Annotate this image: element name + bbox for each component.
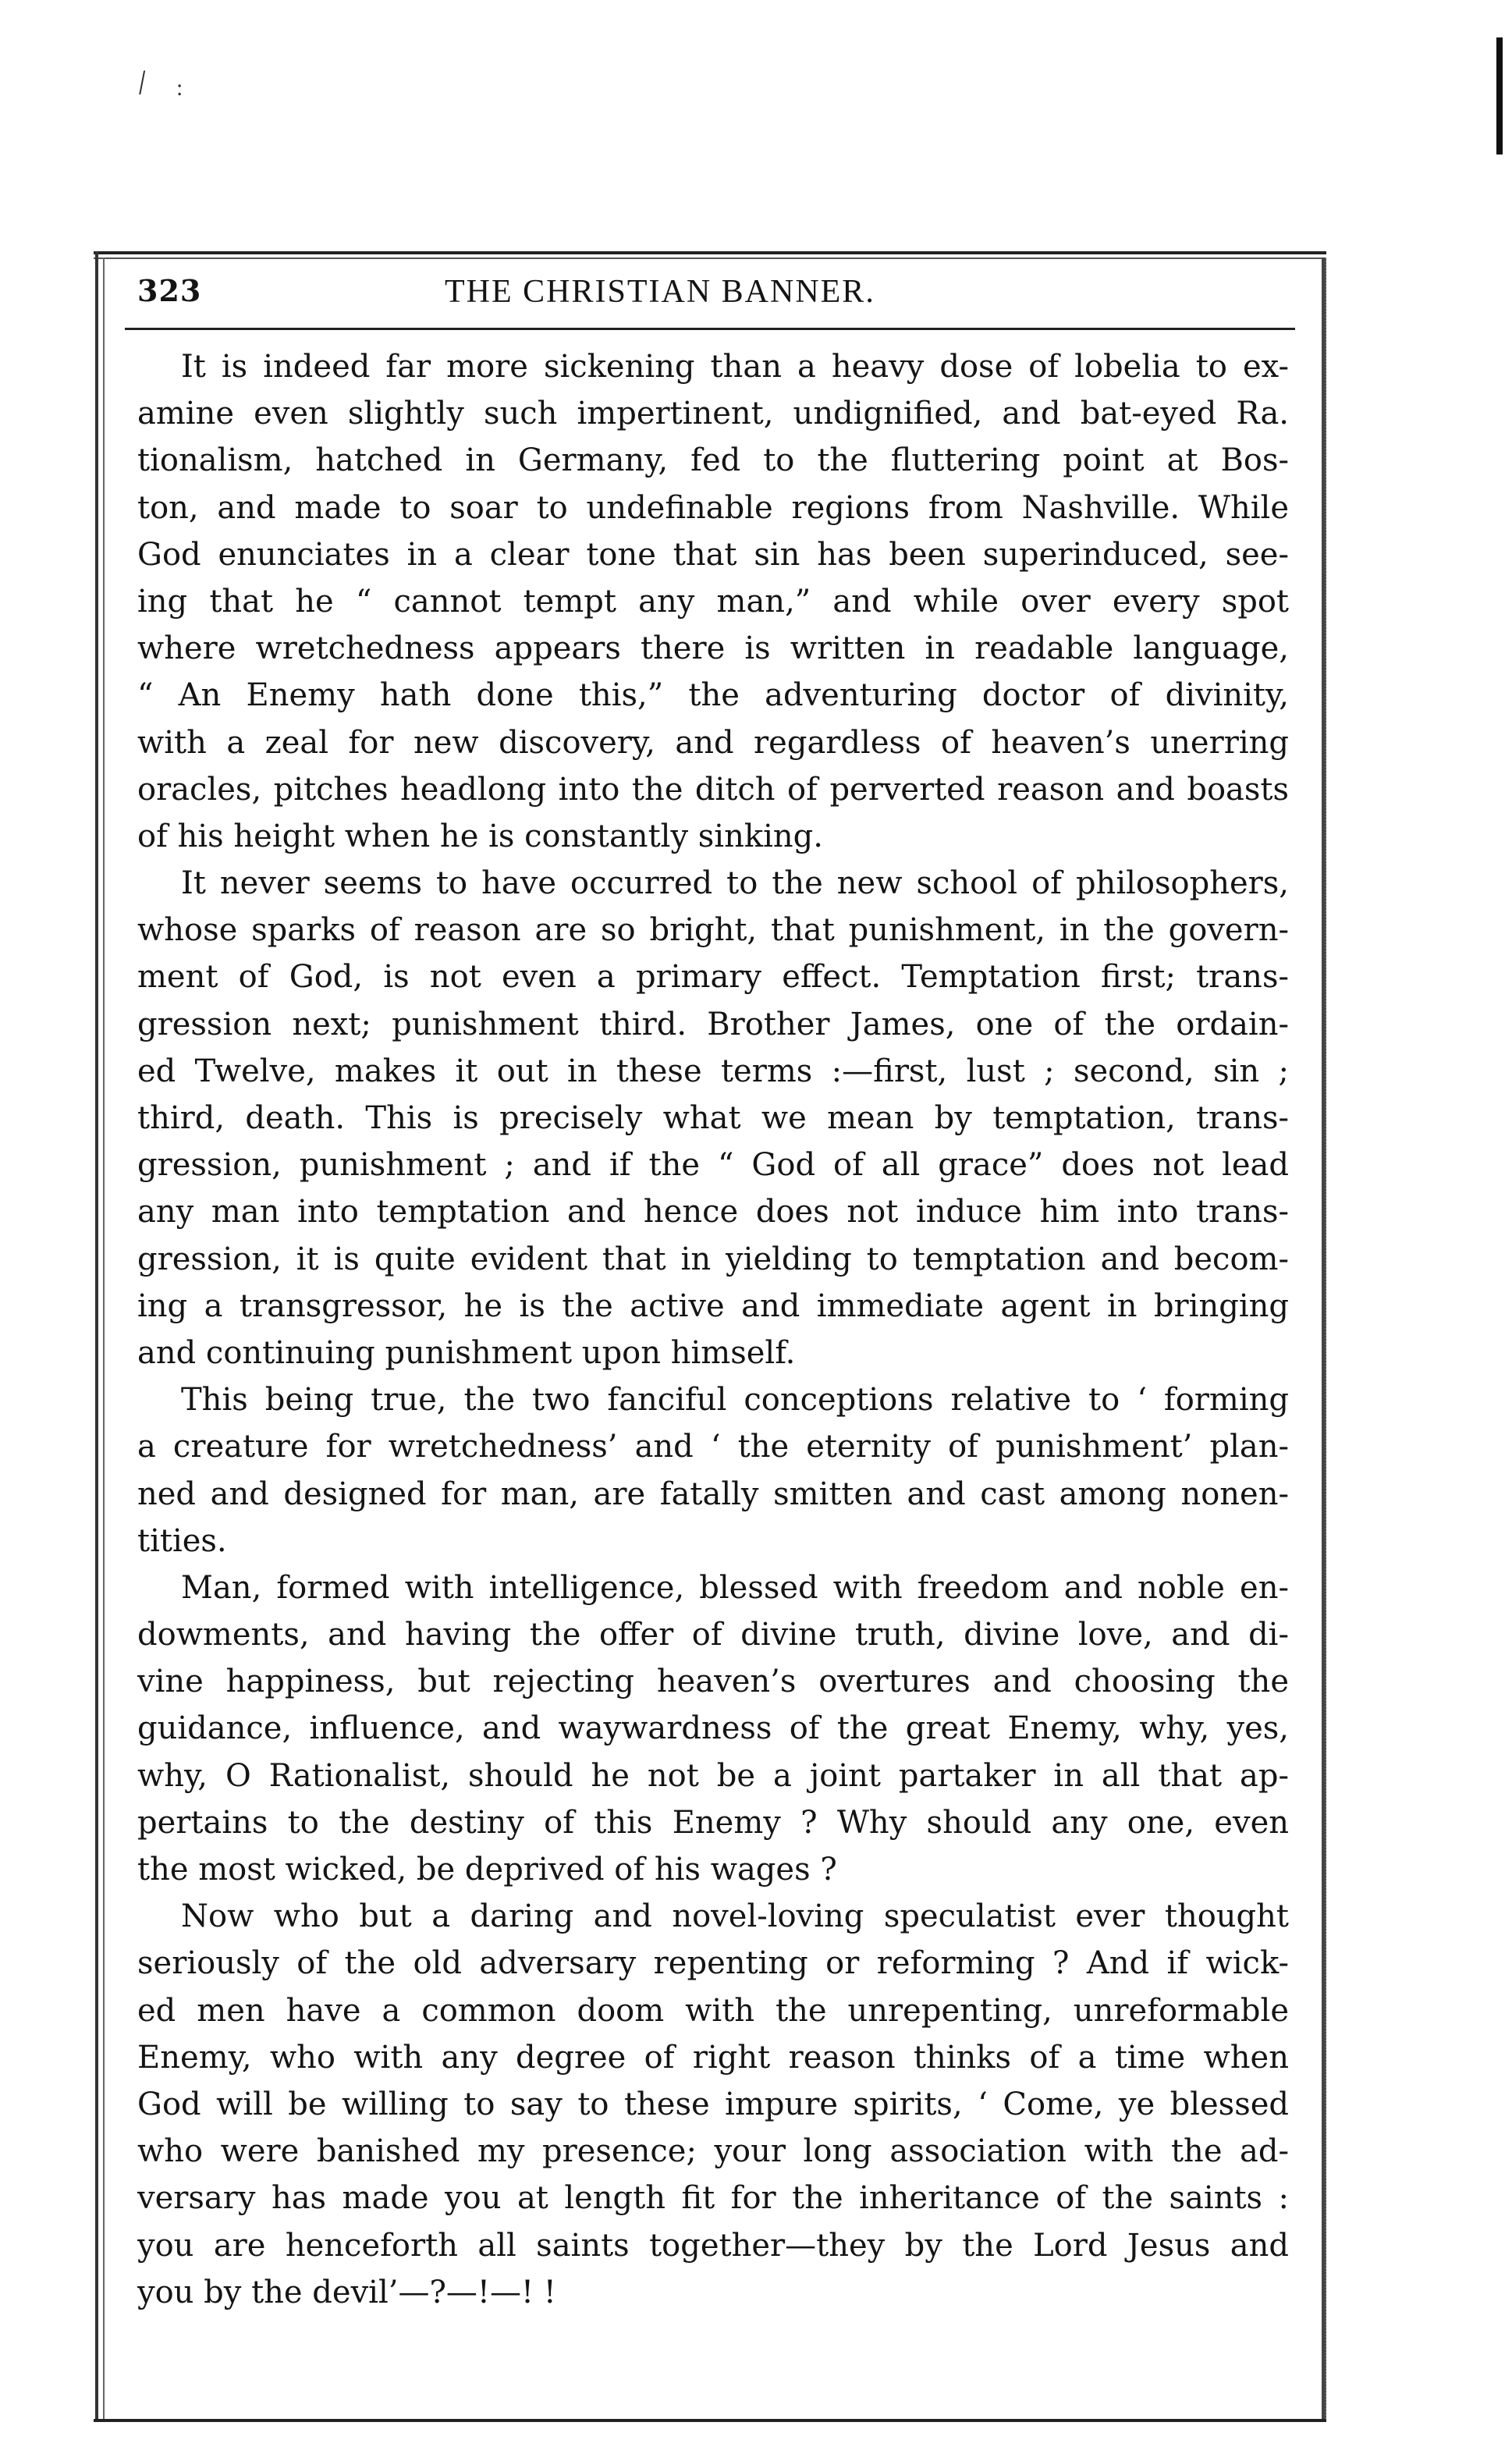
text-line: ed men have a common doom with the unrepenting, unreformable: [137, 1992, 1289, 2029]
page-border-right: [1322, 257, 1326, 2422]
page-border-bottom: [94, 2419, 1326, 2422]
text-line: This being true, the two fanciful conceptions relative to ‘ forming: [181, 1382, 1289, 1419]
text-line: Enemy, who with any degree of right reason thinks of a time when: [137, 2039, 1289, 2076]
text-line: pertains to the destiny of this Enemy ? Why should any one, even: [137, 1804, 1289, 1841]
text-line: God will be willing to say to these impure spirits, ‘ Come, ye blessed: [137, 2086, 1289, 2122]
page-header: [137, 273, 1289, 326]
text-line: ton, and made to soar to undefinable regions from Nashville. While: [137, 489, 1289, 526]
text-line: Man, formed with intelligence, blessed with freedom and noble en-: [181, 1569, 1289, 1606]
text-line: ing a transgressor, he is the active and immediate agent in bringing: [137, 1287, 1289, 1324]
page-border-left: [95, 251, 98, 2422]
text-line: who were banished my presence; your long association with the ad-: [137, 2133, 1289, 2170]
text-line: Now who but a daring and novel-loving speculatist ever thought: [181, 1898, 1289, 1935]
page-border-top-inner: [94, 257, 1326, 259]
text-line: ment of God, is not even a primary effect. Temptation first; trans-: [137, 959, 1289, 996]
page-border-left-inner: [103, 257, 105, 2419]
text-line: gression, punishment ; and if the “ God of all grace” does not lead: [137, 1147, 1289, 1184]
text-line: why, O Rationalist, should he not be a joint partaker in all that ap-: [137, 1757, 1289, 1794]
text-line: whose sparks of reason are so bright, that punishment, in the govern-: [137, 912, 1289, 949]
text-line: third, death. This is precisely what we mean by temptation, trans-: [137, 1100, 1289, 1136]
text-line: any man into temptation and hence does not induce him into trans-: [137, 1194, 1289, 1231]
text-line: tities.: [137, 1522, 227, 1559]
text-line: gression next; punishment third. Brother James, one of the ordain-: [137, 1006, 1289, 1042]
text-line: dowments, and having the offer of divine truth, divine love, and di-: [137, 1617, 1289, 1653]
page-border-top: [94, 251, 1326, 254]
text-line: where wretchedness appears there is written in readable language,: [137, 630, 1289, 667]
text-line: God enunciates in a clear tone that sin has been superinduced, see-: [137, 536, 1289, 573]
text-line: tionalism, hatched in Germany, fed to the fluttering point at Bos-: [137, 442, 1289, 479]
text-line: “ An Enemy hath done this,” the adventuring doctor of divinity,: [137, 677, 1289, 714]
text-line: gression, it is quite evident that in yielding to temptation and becom-: [137, 1241, 1289, 1277]
stray-ink-dots: :: [176, 75, 183, 101]
text-line: with a zeal for new discovery, and regardless of heaven’s unerring: [137, 724, 1289, 761]
text-line: ed Twelve, makes it out in these terms :—first, lust ; second, sin ;: [137, 1053, 1289, 1089]
text-line: It is indeed far more sickening than a heavy dose of lobelia to ex-: [181, 349, 1289, 385]
text-line: ned and designed for man, are fatally smitten and cast among nonen-: [137, 1476, 1289, 1512]
text-line: It never seems to have occurred to the new school of philosophers,: [181, 865, 1289, 902]
text-line: seriously of the old adversary repenting or reforming ? And if wick-: [137, 1945, 1289, 1982]
text-line: oracles, pitches headlong into the ditch of perverted reason and boasts: [137, 771, 1289, 808]
text-line: you by the devil’—?—!—! !: [137, 2274, 556, 2310]
running-title: THE CHRISTIAN BANNER.: [445, 274, 875, 310]
text-line: guidance, influence, and waywardness of the great Enemy, why, yes,: [137, 1710, 1289, 1747]
text-line: you are henceforth all saints together—they by the Lord Jesus and: [137, 2227, 1289, 2264]
page-number: 323: [137, 273, 202, 308]
text-line: vine happiness, but rejecting heaven’s overtures and choosing the: [137, 1664, 1289, 1700]
text-line: of his height when he is constantly sinking.: [137, 818, 823, 854]
body-text: [137, 343, 1289, 2316]
text-line: ing that he “ cannot tempt any man,” and while over every spot: [137, 583, 1289, 620]
stray-ink-mark: /: [134, 62, 150, 102]
text-line: a creature for wretchedness’ and ‘ the eternity of punishment’ plan-: [137, 1429, 1289, 1465]
text-line: amine even slightly such impertinent, undignified, and bat-eyed Ra.: [137, 396, 1289, 432]
scan-edge-mark: [1496, 37, 1503, 154]
text-line: versary has made you at length fit for the inheritance of the saints :: [137, 2180, 1289, 2217]
header-rule: [125, 328, 1295, 330]
text-line: the most wicked, be deprived of his wages ?: [137, 1852, 837, 1888]
text-line: and continuing punishment upon himself.: [137, 1334, 796, 1371]
